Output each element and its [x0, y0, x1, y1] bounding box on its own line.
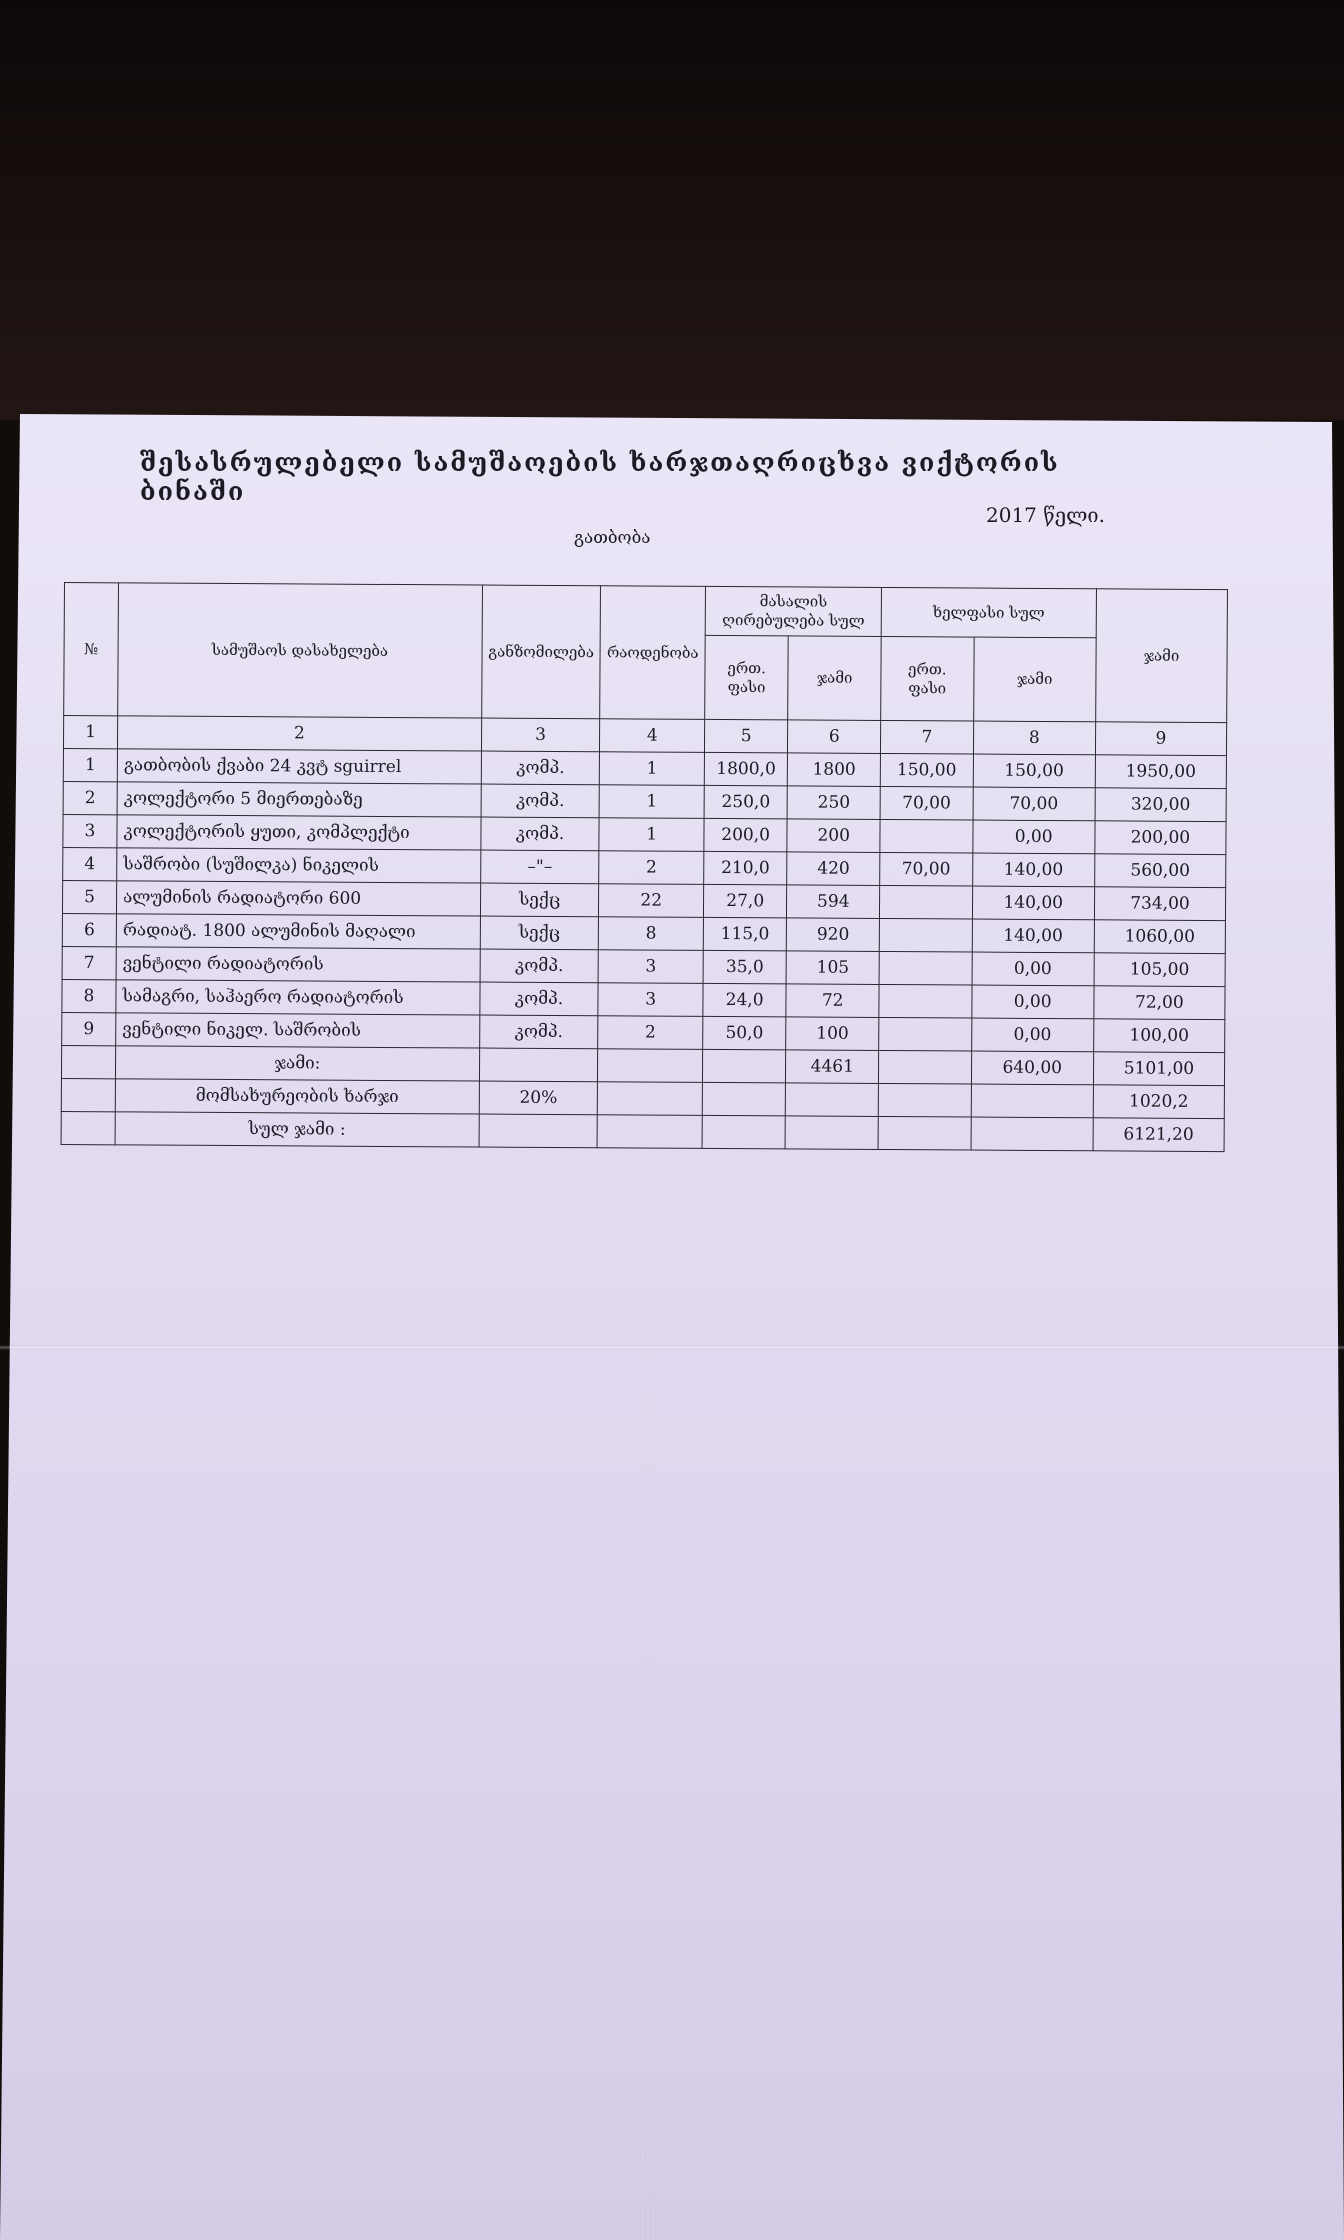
item-name: კოლექტორის ყუთი, კომპლექტი — [117, 815, 481, 850]
column-number: 5 — [704, 719, 788, 753]
row-total: 100,00 — [1094, 1019, 1225, 1053]
row-number: 7 — [62, 946, 116, 979]
row-number: 2 — [63, 781, 117, 814]
service-percent: 20% — [479, 1081, 598, 1115]
item-name: სამაგრი, საჰაერო რადიატორის — [116, 980, 480, 1015]
labor-sum: 140,00 — [972, 853, 1095, 887]
material-unit-price: 1800,0 — [704, 752, 788, 786]
item-qty: 1 — [600, 752, 705, 786]
row-total: 72,00 — [1094, 986, 1225, 1020]
material-unit-price: 210,0 — [704, 851, 788, 885]
item-qty: 8 — [599, 917, 704, 951]
item-qty: 1 — [599, 818, 704, 852]
labor-unit-price — [879, 918, 972, 952]
column-number: 1 — [63, 716, 117, 749]
service-label: მომსახურეობის ხარჯი — [115, 1079, 479, 1114]
item-qty: 3 — [598, 950, 703, 984]
labor-sum: 140,00 — [972, 886, 1095, 920]
item-name: ვენტილი რადიატორის — [116, 947, 480, 982]
dark-background — [0, 0, 1344, 420]
header-unit: განზომილება — [481, 585, 600, 719]
row-number: 9 — [62, 1012, 116, 1045]
item-name: საშრობი (სუშილკა) ნიკელის — [117, 848, 481, 883]
labor-unit-price — [879, 1017, 972, 1051]
item-unit: სექც — [480, 883, 599, 917]
service-total: 1020,2 — [1093, 1085, 1224, 1119]
labor-sum: 0,00 — [971, 985, 1094, 1019]
item-unit: კომპ. — [480, 982, 599, 1016]
row-total: 320,00 — [1095, 788, 1226, 822]
header-total: ჯამი — [1096, 589, 1228, 723]
material-sum: 100 — [786, 1017, 879, 1051]
row-total: 1060,00 — [1094, 920, 1225, 954]
row-number: 3 — [63, 814, 117, 847]
item-rows — [62, 748, 1227, 1052]
row-number: 1 — [63, 748, 117, 781]
column-number: 6 — [788, 720, 881, 754]
item-name: კოლექტორი 5 მიერთებაზე — [117, 782, 481, 817]
row-total: 200,00 — [1095, 821, 1226, 855]
labor-unit-price: 150,00 — [880, 753, 973, 787]
header-row-top — [64, 583, 1227, 640]
item-name: ვენტილი ნიკელ. საშრობის — [116, 1013, 480, 1048]
item-unit: კომპ. — [481, 817, 600, 851]
material-unit-price: 200,0 — [704, 818, 788, 852]
material-sum: 594 — [787, 885, 880, 919]
material-sum: 72 — [786, 984, 879, 1018]
labor-unit-price: 70,00 — [880, 852, 973, 886]
column-number: 4 — [600, 719, 705, 753]
material-sum: 920 — [787, 918, 880, 952]
document-year: 2017 წელი. — [986, 503, 1105, 527]
material-unit-price: 24,0 — [703, 983, 787, 1017]
labor-sum: 0,00 — [972, 820, 1095, 854]
header-lab-unit-price: ერთ. ფასი — [881, 637, 974, 721]
grand-total-label: სულ ჯამი : — [115, 1112, 479, 1147]
labor-sum: 140,00 — [972, 919, 1095, 953]
column-number: 2 — [118, 716, 482, 751]
item-name: რადიატ. 1800 ალუმინის მაღალი — [116, 914, 480, 949]
row-number: 6 — [62, 913, 116, 946]
paper-fold-vertical — [646, 1300, 650, 2240]
document-title: შესასრულებელი სამუშაოების ხარჯთაღრიცხვა ვიქტორის ბინაში — [140, 448, 1060, 506]
row-number: 8 — [62, 979, 116, 1012]
item-unit: კომპ. — [481, 784, 600, 818]
item-unit: კომპ. — [480, 949, 599, 983]
header-labor-group: ხელფასი სულ — [881, 587, 1096, 638]
labor-unit-price — [880, 885, 973, 919]
labor-sum: 150,00 — [973, 754, 1096, 788]
sum-label: ჯამი: — [116, 1046, 480, 1081]
column-number: 7 — [881, 720, 974, 754]
labor-sum: 0,00 — [971, 1018, 1094, 1052]
header-no: № — [64, 583, 119, 716]
item-qty: 2 — [598, 1016, 703, 1050]
row-total: 560,00 — [1095, 854, 1226, 888]
row-number: 4 — [63, 847, 117, 880]
row-total: 734,00 — [1094, 887, 1225, 921]
row-total: 1950,00 — [1095, 755, 1226, 789]
column-number: 8 — [973, 721, 1096, 755]
column-number: 9 — [1095, 722, 1226, 756]
header-name: სამუშაოს დასახელება — [118, 583, 482, 718]
material-unit-price: 115,0 — [703, 917, 787, 951]
labor-unit-price — [880, 819, 973, 853]
material-unit-price: 250,0 — [704, 785, 788, 819]
labor-sum: 70,00 — [973, 787, 1096, 821]
sum-materials: 4461 — [786, 1050, 879, 1084]
item-qty: 2 — [599, 851, 704, 885]
item-name: გათბობის ქვაბი 24 კვტ sguirrel — [117, 749, 481, 784]
material-sum: 1800 — [788, 753, 881, 787]
header-mat-sum: ჯამი — [788, 636, 881, 720]
header-qty: რაოდენობა — [600, 586, 705, 720]
material-sum: 105 — [786, 951, 879, 985]
row-number: 5 — [62, 880, 116, 913]
material-sum: 200 — [787, 819, 880, 853]
item-unit: –"– — [480, 850, 599, 884]
item-unit: სექც — [480, 916, 599, 950]
labor-unit-price: 70,00 — [880, 786, 973, 820]
header-material-group: მასალის ღირებულება სულ — [705, 586, 881, 637]
header-mat-unit-price: ერთ. ფასი — [705, 636, 789, 720]
material-unit-price: 50,0 — [703, 1016, 787, 1050]
document-subtitle: გათბობა — [574, 528, 651, 548]
row-total: 105,00 — [1094, 953, 1225, 987]
column-number: 3 — [481, 718, 600, 752]
item-qty: 1 — [599, 785, 704, 819]
item-name: ალუმინის რადიატორი 600 — [117, 881, 481, 916]
material-unit-price: 35,0 — [703, 950, 787, 984]
sum-labor: 640,00 — [971, 1051, 1094, 1085]
header-lab-sum: ჯამი — [973, 638, 1096, 722]
material-sum: 420 — [787, 852, 880, 886]
item-unit: კომპ. — [481, 751, 600, 785]
labor-unit-price — [879, 984, 972, 1018]
item-qty: 3 — [598, 983, 703, 1017]
grand-total-row — [61, 1111, 1224, 1151]
labor-sum: 0,00 — [972, 952, 1095, 986]
item-unit: კომპ. — [479, 1015, 598, 1049]
item-qty: 22 — [599, 884, 704, 918]
paper-fold-horizontal — [0, 1345, 1344, 1350]
labor-unit-price — [879, 951, 972, 985]
sum-total: 5101,00 — [1093, 1052, 1224, 1086]
estimate-table — [61, 582, 1228, 1152]
material-unit-price: 27,0 — [703, 884, 787, 918]
grand-total: 6121,20 — [1093, 1118, 1224, 1152]
material-sum: 250 — [787, 786, 880, 820]
